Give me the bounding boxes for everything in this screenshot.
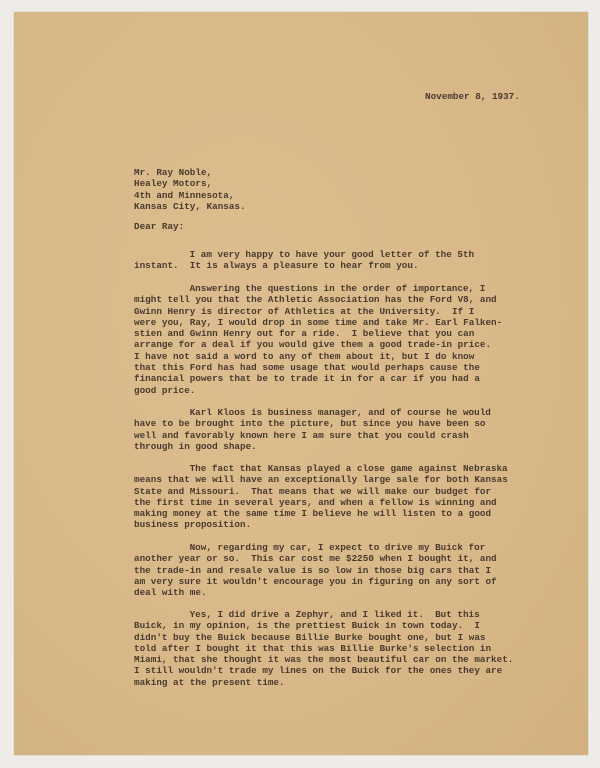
text-line: instant. It is always a pleasure to hear from you. (134, 260, 419, 272)
text-line: arrange for a deal if you would give them a good trade-in price. (134, 339, 492, 351)
text-line: I am very happy to have your good letter of the 5th (189, 249, 475, 260)
text-line: the first time in several years, and when a fellow is winning and (134, 496, 497, 508)
text-line: am very sure it wouldn't encourage you in figuring on any sort of (134, 575, 497, 587)
text-line: stien and Gwinn Henry out for a ride. I believe that you can (134, 328, 475, 340)
text-line: have to be brought into the picture, but since you have been so (134, 418, 486, 430)
text-line: The fact that Kansas played a close game against Nebraska (189, 463, 508, 474)
text-line: State and Missouri. That means that we will make our budget for (134, 485, 492, 497)
text-line: were you, Ray, I would drop in some time and take Mr. Earl Falken- (134, 316, 503, 328)
address-line: 4th and Minnesota, (134, 189, 235, 201)
text-line: making money at the same time I believe he will listen to a good (134, 508, 492, 520)
text-line: didn't buy the Buick because Billie Burke bought one, but I was (134, 631, 486, 643)
paragraph (134, 463, 508, 531)
address-line: Kansas City, Kansas. (134, 200, 246, 212)
address-line: Mr. Ray Noble, (134, 167, 213, 178)
text-line: might tell you that the Athletic Association has the Ford V8, and (134, 294, 497, 306)
text-line: the trade-in and resale value is so low in those big cars that I (134, 564, 492, 576)
address-line: Healey Motors, (134, 178, 213, 190)
text-line: I have not said a word to any of them about it, but I do know (134, 350, 475, 362)
text-line: Gwinn Henry is director of Athletics at the University. If I (134, 305, 475, 317)
text-line: making at the present time. (134, 676, 285, 688)
text-line: through in good shape. (134, 440, 257, 452)
text-line: Now, regarding my car, I expect to drive my Buick for (189, 542, 486, 553)
paragraph (134, 542, 497, 598)
text-line: I still wouldn't trade my lines on the Buick for the ones they are (134, 665, 503, 677)
salutation: Dear Ray: (134, 221, 185, 232)
paragraph (134, 249, 474, 272)
text-line: told after I bought it that this was Billie Burke's selection in (134, 642, 492, 654)
text-line: deal with me. (134, 587, 207, 599)
paragraph (134, 609, 513, 688)
text-line: good price. (134, 384, 196, 396)
recipient-address (134, 167, 246, 212)
paragraph (134, 407, 491, 452)
letter-date: November 8, 1937. (425, 91, 520, 102)
text-line: well and favorably known here I am sure that you could crash (134, 429, 469, 441)
text-line: Answering the questions in the order of importance, I (189, 283, 486, 294)
text-line: financial powers that be to trade it in for a car if you had a (134, 373, 480, 385)
text-line: that this Ford has had some usage that would perhaps cause the (134, 362, 480, 374)
paragraph (134, 283, 502, 396)
text-line: another year or so. This car cost me $2250 when I bought it, and (134, 553, 497, 565)
text-line: Yes, I did drive a Zephyr, and I liked it. But this (189, 609, 480, 620)
text-line: Miami, that she thought it was the most beautiful car on the market. (134, 654, 514, 666)
text-line: Karl Kloos is business manager, and of course he would (189, 407, 491, 418)
text-line: business proposition. (134, 519, 252, 531)
text-line: Buick, in my opinion, is the prettiest Buick in town today. I (134, 620, 480, 632)
text-line: means that we will have an exceptionally large sale for both Kansas (134, 474, 508, 486)
